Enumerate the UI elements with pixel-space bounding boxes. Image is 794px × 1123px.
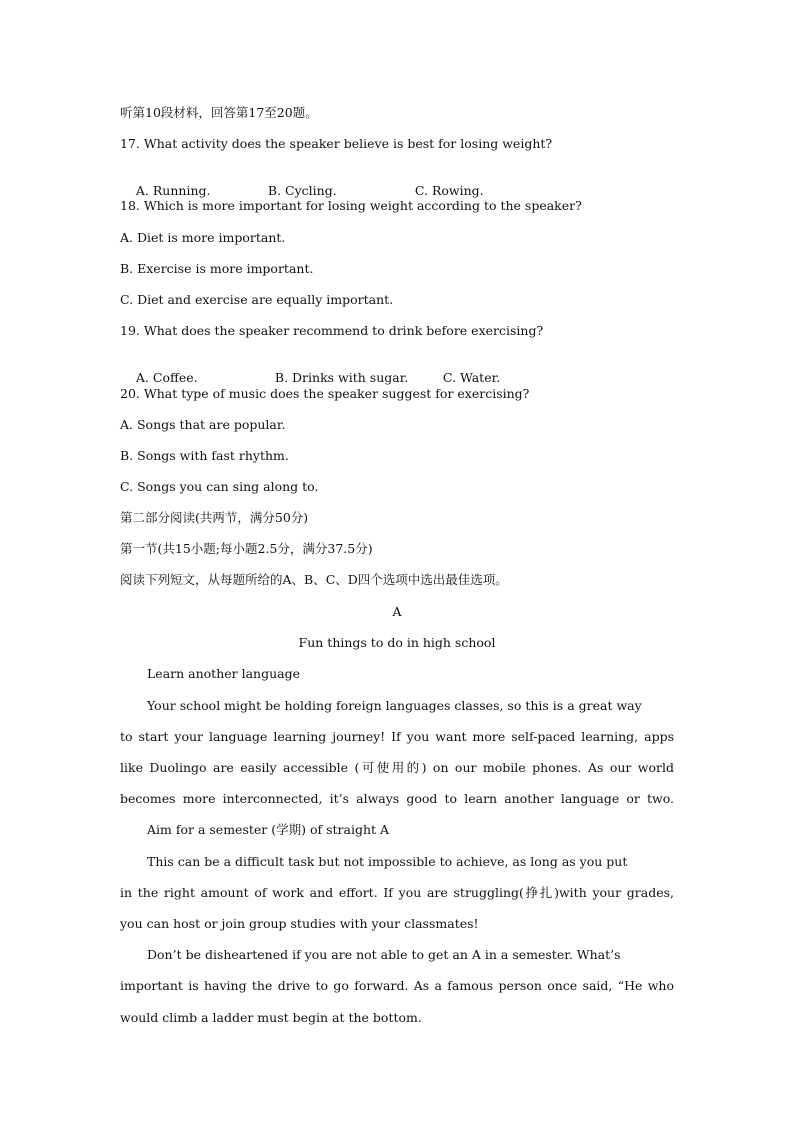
paragraph-line: you can host or join group studies with your classmates!	[120, 916, 479, 931]
option-c: C. Songs you can sing along to.	[120, 479, 319, 494]
question-17-stem: 17. What activity does the speaker believe is best for losing weight?	[120, 136, 553, 151]
part-instruction: 阅读下列短文，从每题所给的A、B、C、D四个选项中选出最佳选项。	[120, 572, 508, 587]
passage-letter: A	[392, 604, 402, 619]
paragraph-line: Your school might be holding foreign languages classes, so this is a great way	[147, 698, 642, 713]
option-b: B. Exercise is more important.	[120, 261, 314, 276]
part-subheading: 第一节(共15小题;每小题2.5分，满分37.5分)	[120, 541, 373, 556]
option-a: A. Coffee.	[135, 370, 198, 385]
paragraph-line: like Duolingo are easily accessible (可使用的) on our mobile phones. As our world	[120, 760, 674, 775]
passage-title: Fun things to do in high school	[298, 635, 496, 650]
passage-subheading-semester: Aim for a semester (学期) of straight A	[147, 822, 390, 837]
section-instruction: 听第10段材料，回答第17至20题。	[120, 105, 318, 120]
question-20-stem: 20. What type of music does the speaker suggest for exercising?	[120, 386, 530, 401]
question-19-stem: 19. What does the speaker recommend to drink before exercising?	[120, 323, 544, 338]
paragraph-line: important is having the drive to go forward. As a famous person once said, “He who	[120, 978, 674, 993]
paragraph-line: This can be a difficult task but not impossible to achieve, as long as you put	[147, 854, 628, 869]
option-c: C. Water.	[442, 370, 501, 385]
option-a: A. Diet is more important.	[120, 230, 286, 245]
part-heading: 第二部分阅读(共两节，满分50分)	[120, 510, 309, 525]
paragraph-line: to start your language learning journey! If you want more self-paced learning, apps	[120, 729, 674, 744]
paragraph-line: becomes more interconnected, it’s always good to learn another language or two.	[120, 791, 674, 806]
option-a: A. Songs that are popular.	[120, 417, 286, 432]
option-b: B. Songs with fast rhythm.	[120, 448, 289, 463]
option-c: C. Diet and exercise are equally important.	[120, 292, 394, 307]
question-18-stem: 18. Which is more important for losing weight according to the speaker?	[120, 198, 582, 213]
passage-subheading-language: Learn another language	[147, 666, 301, 681]
paragraph-line: would climb a ladder must begin at the bottom.	[120, 1010, 422, 1025]
option-c: C. Rowing.	[414, 183, 484, 198]
option-b: B. Drinks with sugar.	[274, 370, 409, 385]
paragraph-line: in the right amount of work and effort. If you are struggling(挣扎)with your grades,	[120, 885, 674, 900]
paragraph-line: Don’t be disheartened if you are not able to get an A in a semester. What’s	[147, 947, 621, 962]
option-a: A. Running.	[135, 183, 211, 198]
option-b: B. Cycling.	[267, 183, 337, 198]
